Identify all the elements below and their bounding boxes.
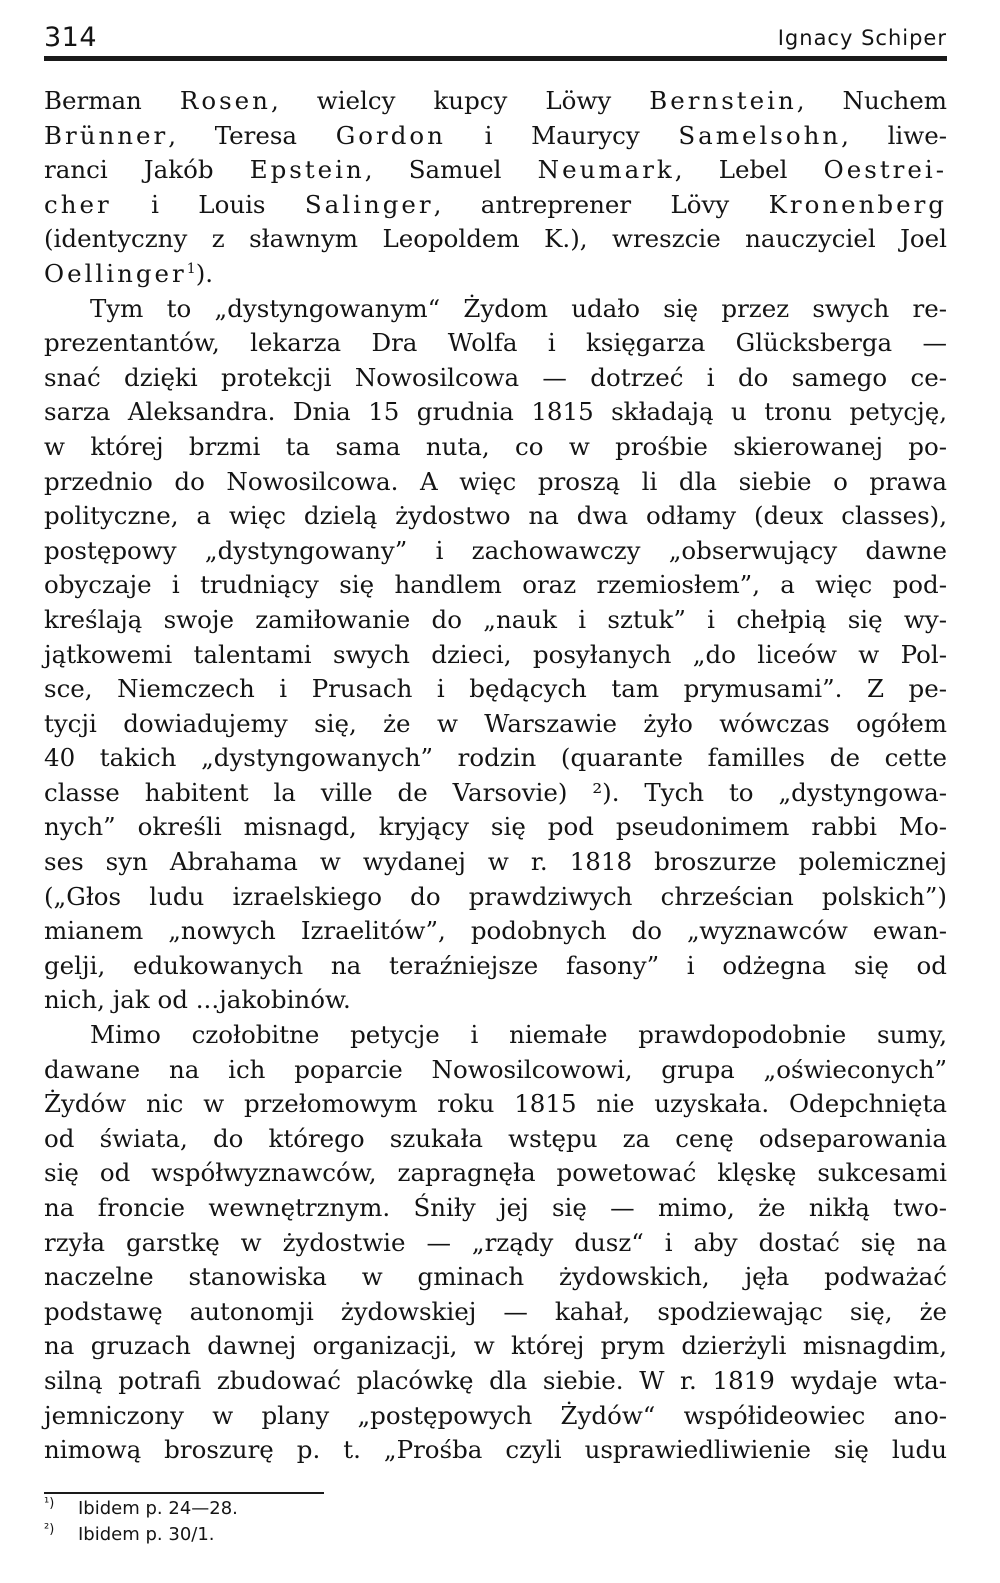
footnote-2: ²) Ibidem p. 30/1. — [44, 1522, 215, 1545]
text-line: kreślają swoje zamiłowanie do „nauk i sztuk” i chełpią się wy- — [44, 604, 947, 634]
footnote-ref-1: 1 — [186, 260, 196, 277]
text-line: obyczaje i trudniący się handlem oraz rzemiosłem”, a więc pod- — [44, 570, 947, 600]
text-line: jemniczony w plany „postępowych Żydów“ współideowiec ano- — [44, 1400, 947, 1430]
text-line: przednio do Nowosilcowa. A więc proszą li dla siebie o prawa — [44, 466, 947, 496]
text-line: 40 takich „dystyngowanych” rodzin (quarante familles de cette — [44, 743, 947, 773]
body-text — [44, 84, 947, 1468]
text-line: podstawę autonomji żydowskiej — kahał, spodziewając się, że — [44, 1296, 947, 1326]
page-header — [44, 16, 947, 61]
text-line: dawane na ich poparcie Nowosilcowowi, grupa „oświeconych” — [44, 1054, 947, 1084]
text-line: (identyczny z sławnym Leopoldem K.), wreszcie nauczyciel Joel — [44, 224, 947, 254]
running-head: Ignacy Schiper — [777, 26, 947, 50]
text-line: ses syn Abrahama w wydanej w r. 1818 broszurze polemicznej — [44, 847, 947, 877]
text-line: snać dzięki protekcji Nowosilcowa — dotrzeć i do samego ce- — [44, 362, 947, 392]
text-line: rzyła garstkę w żydostwie — „rządy dusz“ i aby dostać się na — [44, 1227, 947, 1257]
text-line: Brünner, Teresa Gordon i Maurycy Samelsohn, liwe- — [44, 120, 948, 150]
page-number: 314 — [44, 22, 98, 53]
text-line: nych” określi misnagd, kryjący się pod pseudonimem rabbi Mo- — [44, 812, 947, 842]
text-line: się od współwyznawców, zapragnęła powetować klęskę sukcesami — [44, 1158, 947, 1188]
text-line: na froncie wewnętrznym. Śniły jej się — mimo, że nikłą two- — [44, 1193, 947, 1222]
text-line: Mimo czołobitne petycje i niemałe prawdopodobnie sumy, — [90, 1020, 947, 1050]
text-line: prezentantów, lekarza Dra Wolfa i księgarza Glücksberga — — [44, 328, 947, 358]
text-line: postępowy „dystyngowany” i zachowawczy „obserwujący dawne — [44, 535, 947, 565]
text-line: tycji dowiadujemy się, że w Warszawie żyło wówczas ogółem — [44, 708, 947, 738]
text-line: cher i Louis Salinger, antreprener Lövy Kronenberg — [44, 189, 947, 219]
text-line: („Głos ludu izraelskiego do prawdziwych chrześcian polskich”) — [44, 881, 947, 911]
text-line: nimową broszurę p. t. „Prośba czyli usprawiedliwienie się ludu — [44, 1435, 947, 1465]
text-line: Oellinger$^1$). — [44, 258, 214, 288]
text-line: Tym to „dystyngowanym“ Żydom udało się przez swych re- — [90, 293, 947, 323]
text-line: naczelne stanowiska w gminach żydowskich, jęła podważać — [44, 1262, 947, 1292]
text-line: nich, jak od ...jakobinów. — [44, 985, 351, 1015]
footnote-text: Ibidem p. 24—28. — [78, 1498, 238, 1519]
text-line: polityczne, a więc dzielą żydostwo na dwa odłamy (deux classes), — [44, 501, 947, 531]
text-line: na gruzach dawnej organizacji, w której prym dzierżyli misnagdim, — [44, 1331, 947, 1361]
text-line: ranci Jakób Epstein, Samuel Neumark, Lebel Oestrei- — [44, 155, 947, 185]
footnote-text: Ibidem p. 30/1. — [78, 1524, 215, 1545]
text-line: jątkowemi talentami swych dzieci, posyłanych „do liceów w Pol- — [44, 639, 947, 669]
text-line: classe habitent la ville de Varsovie) ²). Tych to „dystyngowa- — [44, 777, 947, 807]
text-line: silną potrafi zbudować placówkę dla siebie. W r. 1819 wydaje wta- — [44, 1365, 947, 1395]
text-line: Żydów nic w przełomowym roku 1815 nie uzyskała. Odepchnięta — [44, 1089, 947, 1119]
text-line: mianem „nowych Izraelitów”, podobnych do „wyznawców ewan- — [44, 916, 947, 946]
footnotes — [44, 1496, 644, 1548]
text-line: w której brzmi ta sama nuta, co w prośbie skierowanej po- — [44, 431, 947, 461]
footnote-1: ¹) Ibidem p. 24—28. — [44, 1496, 238, 1519]
footnote-divider — [44, 1492, 324, 1494]
text-line: sce, Niemczech i Prusach i będących tam prymusami”. Z pe- — [44, 674, 947, 704]
text-line: sarza Aleksandra. Dnia 15 grudnia 1815 składają u tronu petycję, — [44, 397, 947, 427]
text-line: gelji, edukowanych na teraźniejsze fasony” i odżegna się od — [44, 950, 947, 980]
text-line: od świata, do którego szukała wstępu za cenę odseparowania — [44, 1123, 947, 1153]
text-line: Berman Rosen, wielcy kupcy Löwy Bernstein, Nuchem — [44, 86, 948, 115]
